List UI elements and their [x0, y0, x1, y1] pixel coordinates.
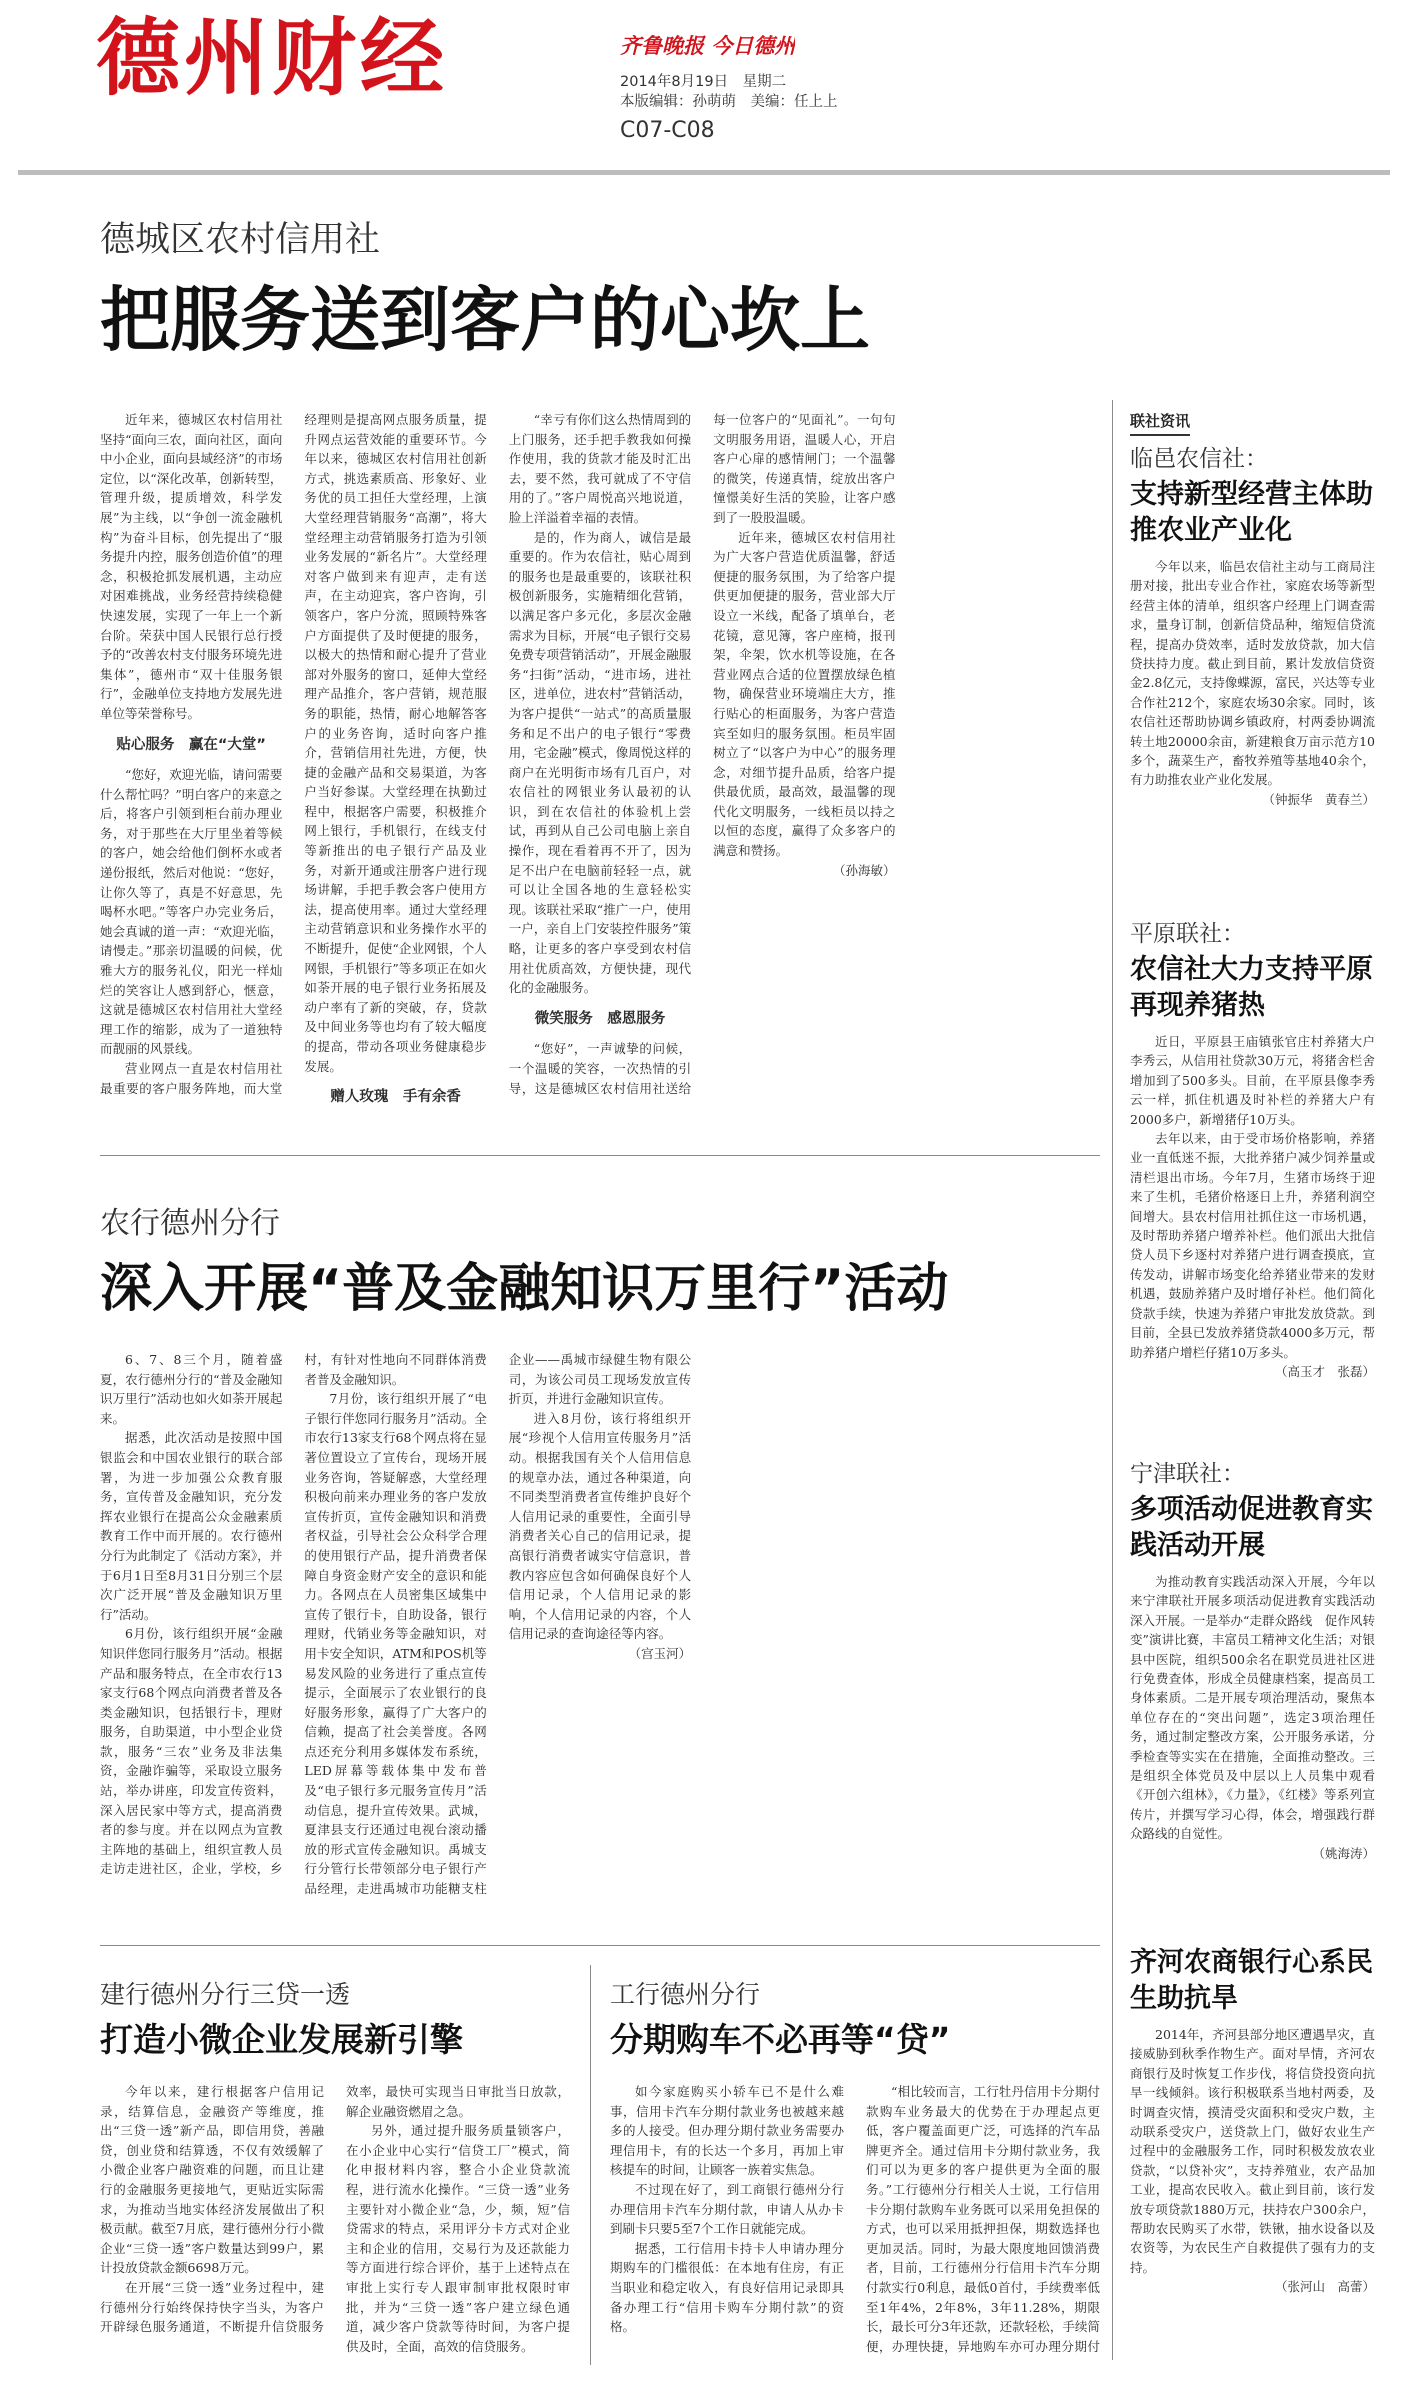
sidebar-paragraph: 近日，平原县王庙镇张官庄村养猪大户李秀云，从信用社贷款30万元，将猪舍栏舍增加到了500多头。目前，在平原县像李秀云一样，抓住机遇及时补栏的养猪大户有2000多户，新增猪仔10万头。	[1130, 1034, 1375, 1127]
icbc-paragraph: 据悉，工行信用卡持卡人申请办理分期购车的门槛很低：在本地有住房，有正当职业和稳定收入，有良好信用记录即具备办理工行“信用卡购车分期付款”的资格。	[610, 2240, 844, 2335]
abc-headline: 深入开展“普及金融知识万里行”活动	[100, 1259, 949, 1319]
icbc-paragraph: 不过现在好了，到工商银行德州分行办理信用卡汽车分期付款，申请人从办卡到刷卡只要5至7个工作日就能完成。	[610, 2181, 844, 2237]
ccb-paragraph: 在开展“三贷一透”业务过程中，建行德州分行始终保持快字当头，为客户开辟绿色服务通道，不断提升信贷服务效率，最快可实现当日审批当日放款，解企业融资燃眉之急。	[100, 2084, 570, 2335]
sidebar-item-kicker: 临邑农信社：	[1130, 446, 1268, 472]
ccb-kicker: 建行德州分行三贷一透	[100, 1980, 351, 2009]
sidebar-item-headline: 多项活动促进教育实践活动开展	[1130, 1494, 1373, 1561]
sidebar-item-body	[1130, 2025, 1375, 2297]
main-paragraph: 近年来，德城区农村信用社坚持“面向三农，面向社区，面向中小企业，面向县域经济”的市场定位，以“深化改革，创新转型，管理升级，提质增效，科学发展”为主线，以“争创一流金融机构”为奋斗目标，创先提出了“服务提升内控，服务创造价值”的理念，积极抢抓发展机遇，主动应对困难挑战，业务经营持续稳健快速发展，实现了一年上一个新台阶。荣获中国人民银行总行授予的“改善农村支付服务环境先进集体”，德州市“双十佳服务银行”，金融单位支持地方发展先进单位等荣誉称号。	[100, 412, 283, 721]
main-paragraph: 营业网点一直是农村信用社最重要的客户服务阵地，而大堂经理则是提高网点服务质量，提升网点运营效能的重要环节。今年以来，德城区农村信用社创新方式，挑选素质高、形象好、业务优的员工担任大堂经理，上演大堂经理营销服务“高潮”，将大堂经理主动营销服务打造为引领业务发展的“新名片”。大堂经理对客户做到来有迎声，走有送声，在主动迎宾，客户咨询，引领客户，客户分流，照顾特殊客户方面提供了及时便捷的服务，以极大的热情和耐心提升了营业部对外服务的窗口，延伸大堂经理产品推介，客户营销，规范服务的职能，热情，耐心地解答客户的业务咨询，适时向客户推介，营销信用社先进，方便，快捷的金融产品和交易渠道，为客户当好参谋。大堂经理在执勤过程中，根据客户需要，积极推介网上银行，手机银行，在线支付等新推出的电子银行产品及业务，对新开通或注册客户进行现场讲解，手把手教会客户使用方法，提高使用率。通过大堂经理主动营销意识和业务操作水平的不断提升，促使“企业网银，个人网银，手机银行”等多项正在如火如荼开展的电子银行业务拓展及动户率有了新的突破，存，贷款及中间业务等也均有了较大幅度的提高，带动各项业务健康稳步发展。	[100, 412, 487, 1096]
icbc-paragraph: “相比较而言，工行牡丹信用卡分期付款购车业务最大的优势在于办理起点更低，客户覆盖面更广泛，可选择的汽车品牌更齐全。通过信用卡分期付款业务，我们可以为更多的客户提供更为全面的服务。”工行德州分行相关人士说，工行信用卡分期付款购车业务既可以采用免担保的方式，也可以采用抵押担保，期数选择也更加灵活。同时，为最大限度地回馈消费者，目前，工行德州分行信用卡汽车分期付款实行0利息，最低0首付，手续费率低至1年4%，2年8%，3年11.28%，期限长，最长可分3年还款，还款轻松，手续简便，办理快捷，异地购车亦可办理分期付	[866, 2084, 1100, 2354]
main-paragraph: “您好”，一声诚挚的问候，一个温暖的笑容，一次热情的引导，这是德城区农村信用社送给每一位客户的“见面礼”。一句句文明服务用语，温暖人心，开启客户心扉的感情闸门；一个温馨的微笑，传递真情，绽放出客户憧憬美好生活的笑脸，让客户感到了一股股温暖。	[508, 412, 896, 1096]
main-headline: 把服务送到客户的心坎上	[100, 279, 870, 361]
sidebar-byline: （张河山 高蕾）	[1274, 2279, 1375, 2295]
masthead-rule	[18, 170, 1390, 175]
main-subhead: 微笑服务 感恩服务	[534, 1010, 666, 1027]
sidebar-divider	[1112, 400, 1113, 2360]
newspaper-brand: 齐鲁晚报 今日德州	[620, 34, 796, 58]
main-paragraph: “您好，欢迎光临，请问需要什么帮忙吗？”明白客户的来意之后，将客户引领到柜台前办理业务，对于那些在大厅里坐着等候的客户，她会给他们倒杯水或者递份报纸，然后对他说：“您好，让你久等了，真是不好意思，先喝杯水吧。”等客户办完业务后，她会真诚的道一声：“欢迎光临，请慢走。”那亲切温暖的问候，优雅大方的服务礼仪，阳光一样灿烂的笑容让人感到舒心，惬意，这就是德城区农村信用社大堂经理工作的缩影，成为了一道独特而靓丽的风景线。	[100, 767, 283, 1057]
main-byline: （孙海敏）	[833, 862, 896, 878]
sidebar-paragraph: 2014年，齐河县部分地区遭遇旱灾，直接威胁到秋季作物生产。面对旱情，齐河农商银行及时恢复工作步伐，将信贷投资向抗旱一线倾斜。该行积极联系当地村两委，及时调查灾情，摸清受灾面积和受灾户数，主动联系受灾户，送贷款上门，做好农业生产过程中的金融服务工作，同时积极发放农业贷款，“以贷补灾”，支持养殖业，农产品加工业，提高农民收入。截止到目前，该行发放专项贷款1880万元，扶持农户300余户，帮助农民购买了水带，铁锹，抽水设备以及农资等，为农民生产自救提供了强有力的支持。	[1130, 2027, 1375, 2275]
main-article-body	[100, 410, 1100, 1110]
sidebar-item-qihe	[1130, 1945, 1375, 2370]
abc-paragraph: 6、7、8三个月，随着盛夏，农行德州分行的“普及金融知识万里行”活动也如火如荼开展起来。	[100, 1352, 283, 1426]
sidebar-paragraph: 为推动教育实践活动深入开展，今年以来宁津联社开展多项活动促进教育实践活动深入开展。一是举办“走群众路线 促作风转变”演讲比赛，丰富员工精神文化生活；对银县中医院，组织500余名在职党员进社区进行免费查体，形成全员健康档案，提高员工身体素质。二是开展专项治理活动，聚焦本单位存在的“突出问题”，选定3项治理任务，通过制定整改方案，公开服务承诺，分季检查等实实在在措施，全面推动整改。三是组织全体党员及中层以上人员集中观看《开创六组林》，《力量》，《红楼》等系列宣传片，并撰写学习心得，体会，增强践行群众路线的自觉性。	[1130, 1574, 1375, 1842]
sidebar-item-body	[1130, 557, 1375, 809]
issue-date: 2014年8月19日 星期二	[620, 74, 787, 90]
sidebar-item-headline: 农信社大力支持平原再现养猪热	[1130, 954, 1373, 1021]
icbc-headline: 分期购车不必再等“贷”	[610, 2020, 951, 2059]
sidebar-item-headline: 支持新型经营主体助推农业产业化	[1130, 479, 1373, 546]
main-subhead: 赠人玫瑰 手有余香	[330, 1089, 461, 1106]
masthead-title: 德州财经	[96, 14, 449, 103]
sidebar-paragraph: 去年以来，由于受市场价格影响，养猪业一直低迷不振，大批养猪户减少饲养量或清栏退出市场。今年7月，生猪市场终于迎来了生机，毛猪价格逐日上升，养猪利润空间增大。县农村信用社抓住这一市场机遇，及时帮助养猪户增养补栏。他们派出大批信贷人员下乡逐村对养猪户进行调查摸底，宣传发动，讲解市场变化给养猪业带来的发财机遇，鼓励养猪户及时增仔补栏。他们简化贷款手续，快速为养猪户审批发放贷款。到目前，全县已发放养猪贷款4000多万元，帮助养猪户增栏仔猪10万多头。	[1130, 1131, 1375, 1360]
issue-meta	[620, 72, 838, 112]
sidebar-item-body	[1130, 1572, 1375, 1863]
sidebar-item-kicker: 平原联社：	[1130, 921, 1245, 947]
sidebar-item-headline: 齐河农商银行心系民生助抗旱	[1130, 1947, 1373, 2014]
column-divider	[590, 1965, 591, 2365]
sidebar-tag	[1130, 410, 1370, 436]
abc-paragraph: 进入8月份，该行将组织开展“珍视个人信用宣传服务月”活动。根据我国有关个人信用信息的规章办法，通过各种渠道，向不同类型消费者宣传维护良好个人信用记录的重要性，全面引导消费者关心自己的信用记录，提高银行消费者诚实守信意识，普教内容应包含如何确保良好个人信用记录，个人信用记录的影响，个人信用记录的内容，个人信用记录的查询途径等内容。	[508, 1410, 692, 1642]
sidebar-item-body	[1130, 1032, 1375, 1381]
main-subhead: 贴心服务 赢在“大堂”	[116, 736, 266, 753]
abc-paragraph: 7月份，该行组织开展了“电子银行伴您同行服务月”活动。全市农行13家支行68个网点将在显著位置设立了宣传台，现场开展业务咨询，答疑解惑，大堂经理积极向前来办理业务的客户发放宣传折页，宣传金融知识和消费者权益，引导社会公众科学合理的使用银行产品，提升消费者保障自身资金财产安全的意识和能力。各网点在人员密集区域集中宣传了银行卡，自助设备，银行理财，代销业务等金融知识，对用卡安全知识，ATM和POS机等易发风险的业务进行了重点宣传提示，全面展示了农业银行的良好服务形象，赢得了广大客户的信赖，提高了社会美誉度。各网点还充分利用多媒体发布系统，LED屏幕等载体集中发布普及“电子银行多元服务宣传月”活动信息，提升宣传效果。武城，夏津县支行还通过电视台滚动播放的形式宣传金融知识。禹城支行分管行长带领部分电子银行产品经理，走进禹城市功能糖支柱企业——禹城市绿健生物有限公司，为该公司员工现场发放宣传折页，并进行金融知识宣传。	[304, 1352, 692, 1897]
abc-byline: （宫玉河）	[628, 1645, 692, 1661]
sidebar-item-linyi	[1130, 440, 1375, 910]
icbc-kicker: 工行德州分行	[610, 1980, 761, 2009]
sidebar-paragraph: 今年以来，临邑农信社主动与工商局注册对接，批出专业合作社，家庭农场等新型经营主体的清单，组织客户经理上门调查需求，量身订制，创新信贷品种，缩短信贷流程，提高办贷效率，适时发放贷款，加大信贷扶持力度。截止到目前，累计发放信贷资金2.8亿元，支持像蝶源，富民，兴达等专业合作社212个，家庭农场30余家。同时，该农信社还帮助协调乡镇政府，村两委协调流转土地20000余亩，新建粮食万亩示范方10多个，蔬菜生产，畜牧养殖等基地40余个，有力助推农业产业化发展。	[1130, 559, 1375, 788]
ccb-article-body	[100, 2082, 570, 2372]
main-kicker: 德城区农村信用社	[100, 220, 381, 260]
section-divider	[100, 1945, 1100, 1946]
sidebar-item-ningjin	[1130, 1455, 1375, 1935]
main-paragraph: 近年来，德城区农村信用社为广大客户营造优质温馨，舒适便捷的服务氛围，为了给客户提供更加便捷的服务，营业部大厅设立一米线，配备了填单台，老花镜，意见簿，客户座椅，报刊架，伞架，饮水机等设施，在各营业网点合适的位置摆放绿色植物，确保营业环境端庄大方，推行贴心的柜面服务，为客户营造宾至如归的服务氛围。柜员牢固树立了“以客户为中心”的服务理念，对细节提升品质，给客户提供最优质，最高效，最温馨的现代化文明服务，一线柜员以持之以恒的态度，赢得了众多客户的满意和赞扬。	[713, 529, 896, 859]
abc-paragraph: 据悉，此次活动是按照中国银监会和中国农业银行的联合部署，为进一步加强公众教育服务，宣传普及金融知识，充分发挥农业银行在提高公众金融素质教育工作中而开展的。农行德州分行为此制定了《活动方案》，并于6月1日至8月31日分别三个层次广泛开展“普及金融知识万里行”活动。	[100, 1430, 283, 1622]
page-numbers: C07-C08	[620, 118, 715, 143]
sidebar-item-pingyuan	[1130, 915, 1375, 1450]
icbc-paragraph: 如今家庭购买小轿车已不是什么难事，信用卡汽车分期付款业务也被越来越多的人接受。但办理分期付款业务需要办理信用卡，有的长达一个多月，再加上审核提车的时间，让顾客一族着实焦急。	[610, 2084, 844, 2178]
abc-kicker: 农行德州分行	[100, 1206, 280, 1241]
ccb-paragraph: 另外，通过提升服务质量锁客户，在小企业中心实行“信贷工厂”模式，简化申报材料内容，整合小企业贷款流程，进行流水化操作。“三贷一透”业务主要针对小微企业“急，少，频，短”信贷需求的特点，采用评分卡方式对企业主和企业的信用，交易行为及还款能力等方面进行综合评价，基于上述特点在审批上实行专人跟审制审批权限时审批，并为“三贷一透”客户建立绿色通道，减少客户贷款等待时间，为客户提供及时，全面，高效的信贷服务。	[346, 2123, 570, 2354]
ccb-headline: 打造小微企业发展新引擎	[100, 2020, 463, 2059]
abc-paragraph: 6月份，该行组织开展“金融知识伴您同行服务月”活动。根据产品和服务特点，在全市农行13家支行68个网点向消费者普及各类金融知识，包括银行卡，理财服务，自助渠道，中小型企业贷款，服务“三农”业务及非法集资，金融诈骗等，采取设立服务站，举办讲座，印发宣传资料，深入居民家中等方式，提高消费者的参与度。并在以网点为宣教主阵地的基础上，组织宣教人员走访走进社区，企业，学校，乡村，有针对性地向不同群体消费者普及金融知识。	[100, 1352, 487, 1877]
sidebar-tag-label: 联社资讯	[1130, 410, 1190, 436]
ccb-paragraph: 今年以来，建行根据客户信用记录，结算信息，金融资产等维度，推出“三贷一透”新产品，即信用贷，善融贷，创业贷和结算透，不仅有效缓解了小微企业客户融资难的问题，而且让建行的金融服务更接地气，更贴近实际需求，为推动当地实体经济发展做出了积极贡献。截至7月底，建行德州分行小微企业“三贷一透”客户数量达到99户，累计投放贷款金额6698万元。	[100, 2084, 324, 2276]
sidebar-byline: （高玉才 张磊）	[1274, 1363, 1375, 1379]
sidebar-byline: （姚海涛）	[1312, 1845, 1375, 1861]
editor-credits: 本版编辑：孙萌萌 美编：任上上	[620, 94, 838, 110]
sidebar-byline: （钟振华 黄春兰）	[1262, 791, 1375, 807]
abc-article-body	[100, 1350, 1100, 1910]
main-paragraph: “幸亏有你们这么热情周到的上门服务，还手把手教我如何操作使用，我的货款才能及时汇出去，要不然，我可就成了不守信用的了。”客户周悦高兴地说道，脸上洋溢着幸福的表情。	[508, 412, 692, 525]
icbc-article-body	[610, 2082, 1100, 2372]
main-paragraph: 是的，作为商人，诚信是最重要的。作为农信社，贴心周到的服务也是最重要的，该联社积极创新服务，实施精细化营销，以满足客户多元化，多层次金融需求为目标，开展“电子银行交易免费专项营销活动”，开展金融服务“扫街”活动，“进市场，进社区，进单位，进农村”营销活动，为客户提供“一站式”的高质量服务和足不出户的电子银行“零费用，宅金融”模式，像周悦这样的商户在光明街市场有几百户，对农信社的网银业务认最初的认识，到在农信社的体验机上尝试，再到从自己公司电脑上亲自操作，现在看着再不开了，因为足不出户在电脑前轻轻一点，就可以让全国各地的生意轻松实现。该联社采取“推广一户，使用一户，亲自上门安装控件服务”策略，让更多的客户享受到农村信用社优质高效，方便快捷，现代化的金融服务。	[508, 529, 692, 996]
sidebar-item-kicker: 宁津联社：	[1130, 1461, 1245, 1487]
section-divider	[100, 1155, 1100, 1156]
